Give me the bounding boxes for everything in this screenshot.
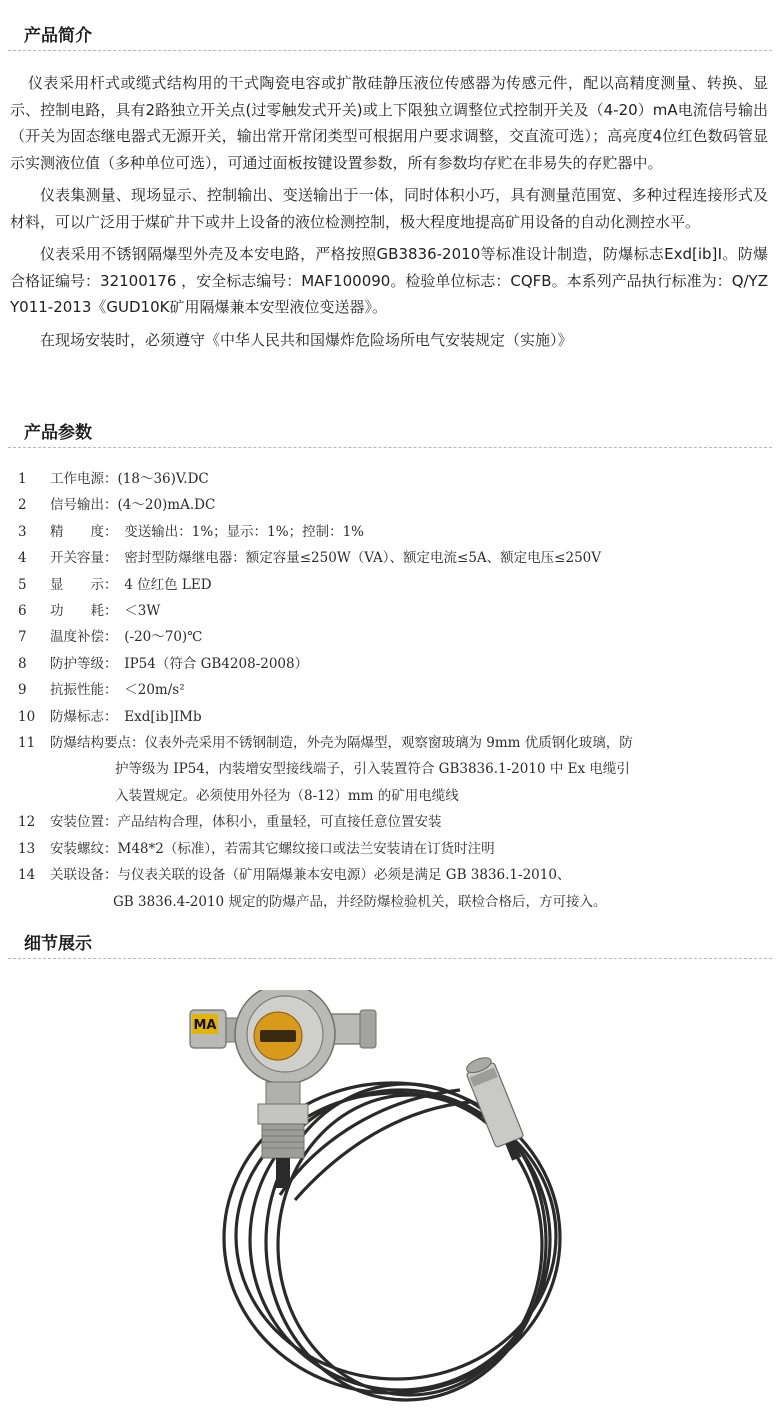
param-row [18,651,758,677]
param-text: 功 耗： ＜3W [50,603,161,620]
ma-badge-text: MA [193,1018,217,1033]
param-number: 14 [18,867,36,884]
param-text: 安装位置：产品结构合理，体积小，重量轻，可直接任意位置安装 [50,814,442,831]
intro-paragraph-1: 仪表采用杆式或缆式结构用的干式陶瓷电容或扩散硅静压液位传感器为传感元件，配以高精度测量、转换、显示、控制电路，具有2路独立开关点(过零触发式开关)或上下限独立调整位式控制开关及（4-20）mA电流信号输出（开关为固态继电器式无源开关，输出常开常闭类型可根据用户要求调整，交直流可选）；高亮度4位红色数码管显示实测液位值（多种单位可选），可通过面板按键设置参数，所有参数均存贮在非易失的存贮器中。 [10,74,768,172]
params-list [18,466,758,915]
intro-paragraph-2: 仪表集测量、现场显示、控制输出、变送输出于一体，同时体积小巧，具有测量范围宽、多种过程连接形式及材料，可以广泛用于煤矿井下或井上设备的液位检测控制，极大程度地提高矿用设备的自动化测控水平。 [10,186,768,231]
param-text: 显 示： 4 位红色 LED [50,576,212,593]
param-number: 3 [18,523,27,540]
param-row [18,466,758,492]
param-row [18,704,758,730]
housing [235,990,335,1084]
param-continuation: 入装置规定。必须使用外径为（8-12）mm 的矿用电缆线 [115,787,459,804]
param-number: 12 [18,814,36,831]
param-text: 防爆标志： Exd[ib]ⅠMb [50,708,202,725]
param-row [18,492,758,518]
section-title-intro: 产品简介 [24,26,92,46]
param-row [18,624,758,650]
intro-paragraph-3: 仪表采用不锈钢隔爆型外壳及本安电路，严格按照GB3836-2010等标准设计制造，防爆标志Exd[ib]Ⅰ。防爆合格证编号：32100176 ，安全标志编号：MAF100090。检验单位标志：CQFB。本系列产品执行标准为：Q/YZY011-2013《GUD10K矿用隔爆兼本安型液位变送器》。 [10,245,768,316]
section-header-intro [8,22,772,51]
param-number: 9 [18,682,27,699]
param-text: 防护等级： IP54（符合 GB4208-2008） [50,655,309,672]
param-number: 8 [18,655,27,672]
param-number: 6 [18,603,27,620]
param-text: 信号输出：(4～20)mA.DC [50,497,216,514]
param-text: 开关容量： 密封型防爆继电器：额定容量≤250W（VA）、额定电流≤5A、额定电压≤250V [50,550,602,567]
param-row [18,862,758,888]
param-number: 13 [18,840,36,857]
param-text: 工作电源：(18～36)V.DC [50,471,209,487]
param-row [18,836,758,862]
section-title-detail: 细节展示 [24,934,92,954]
param-row [18,519,758,545]
param-text: 防爆结构要点：仪表外壳采用不锈钢制造，外壳为隔爆型，观察窗玻璃为 9mm 优质钢化玻璃，防 [50,735,633,752]
param-row [18,677,758,703]
param-number: 7 [18,629,27,646]
param-number: 5 [18,576,27,593]
param-number: 2 [18,497,27,514]
section-header-params [8,419,772,448]
section-header-detail [8,930,772,959]
intro-paragraph-4: 在现场安装时，必须遵守《中华人民共和国爆炸危险场所电气安装规定（实施）》 [40,330,573,349]
intro-body [10,70,768,359]
param-row [18,545,758,571]
param-continuation: GB 3836.4-2010 规定的防爆产品，并经防爆检验机关，联检合格后，方可接入。 [113,893,607,910]
param-number: 11 [18,735,36,752]
param-text: 关联设备：与仪表关联的设备（矿用隔爆兼本安电源）必须是满足 GB 3836.1-2010、 [50,867,571,884]
param-number: 4 [18,550,27,567]
param-row [18,572,758,598]
param-text: 温度补偿： (-20～70)℃ [50,629,203,646]
param-text: 抗振性能： ＜20m/s² [50,682,185,699]
param-row [18,809,758,835]
param-text: 安装螺纹：M48*2（标准），若需其它螺纹接口或法兰安装请在订货时注明 [50,840,495,857]
param-number: 1 [18,471,27,487]
param-number: 10 [18,708,36,725]
param-row [18,730,758,756]
param-row [18,598,758,624]
param-continuation: 护等级为 IP54，内装增安型接线端子，引入装置符合 GB3836.1-2010 中 Ex 电缆引 [115,761,630,778]
param-text: 精 度： 变送输出：1%；显示：1%；控制：1% [50,523,364,540]
section-title-params: 产品参数 [24,423,92,443]
product-photo [170,990,590,1410]
